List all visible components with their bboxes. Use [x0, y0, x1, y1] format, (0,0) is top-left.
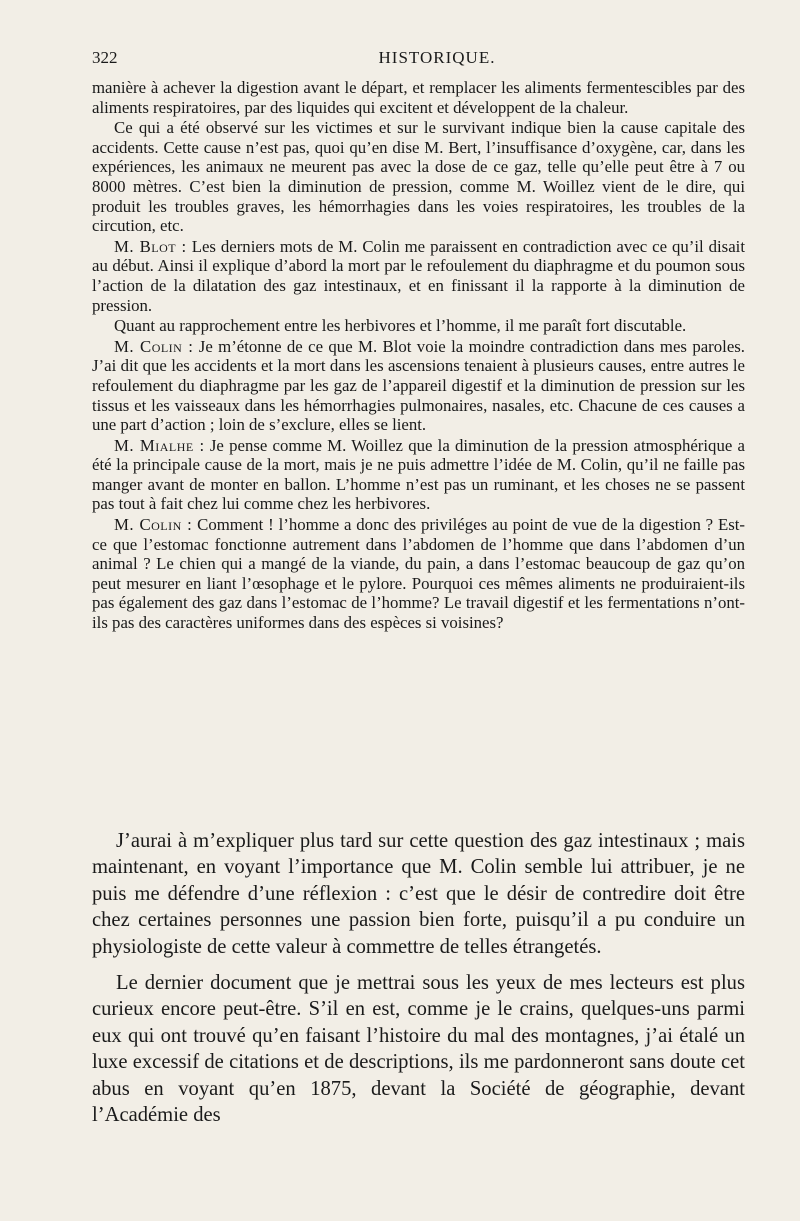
quoted-discussion [92, 78, 745, 633]
quoted-paragraph-1: manière à achever la digestion avant le départ, et remplacer les aliments fermentescibles par des aliments respiratoires, par des liquides qui excitent et développent de la chaleur. [92, 78, 745, 117]
page-number: 322 [92, 48, 118, 67]
main-text [92, 828, 745, 1128]
speech-text: Les derniers mots de M. Colin me paraissent en contradiction avec ce qu’il disait au début. Ainsi il explique d’abord la mort par le refoulement du diaphragme et du poumon sous l’action de la dilatation des gaz intestinaux, et en finissant il la rapporte à la diminution de pression. [92, 236, 745, 315]
speech-text: Je pense comme M. Woillez que la diminution de la pression atmosphérique a été la principale cause de la mort, mais je ne puis admettre l’idée de M. Colin, qu’il ne faille pas manger avant de monter en ballon. L’homme n’est pas un ruminant, et les choses ne se passent pas tout à fait chez lui comme chez les herbivores. [92, 435, 745, 514]
speech-text: Je m’étonne de ce que M. Blot voie la moindre contradiction dans mes paroles. J’ai dit que les accidents et la mort dans les ascensions tenaient à plusieurs causes, entre autres le refoulement du diaphragme par les gaz de l’appareil digestif et la diminution de pression sur les tissus et les vaisseaux dans les hémorrhagies pulmonaires, nasales, etc. Chacune de ces causes a une part d’action ; loin de s’exclure, elles se lient. [92, 336, 745, 435]
body-paragraph-1: J’aurai à m’expliquer plus tard sur cette question des gaz intestinaux ; mais maintenant, en voyant l’importance que M. Colin semble lui attribuer, je ne puis me défendre d’une réflexion : c’est que le désir de contredire doit être chez certaines personnes une passion bien forte, puisqu’il a pu conduire un physiologiste de cette valeur à commettre de telles étrangetés. [92, 830, 745, 958]
quoted-paragraph-2: Ce qui a été observé sur les victimes et sur le survivant indique bien la cause capitale des accidents. Cette cause n’est pas, quoi qu’en dise M. Bert, l’insuffisance d’oxygène, car, dans les expériences, les animaux ne meurent pas avec la dose de ce gaz, telle qu’elle peut être à 7 ou 8000 mètres. C’est bien la diminution de pression, comme M. Woillez vient de le dire, qui produit les troubles graves, les hémorrhagies dans les voies respiratoires, les troubles de la circution, etc. [92, 118, 745, 236]
body-paragraph-2: Le dernier document que je mettrai sous les yeux de mes lecteurs est plus curieux encore peut-être. S’il en est, comme je le crains, quelques-uns parmi eux qui ont trouvé qu’en faisant l’histoire du mal des montagnes, j’ai étalé un luxe excessif de citations et de descriptions, ils me pardonneront sans doute cet abus en voyant qu’en 1875, devant la Société de géographie, devant l’Académie des [92, 972, 745, 1127]
speaker-label: M. Blot : [114, 236, 187, 256]
quoted-paragraph-5 [92, 337, 745, 435]
quoted-paragraph-4: Quant au rapprochement entre les herbivores et l’homme, il me paraît fort discutable. [114, 316, 687, 336]
quoted-paragraph-3 [92, 237, 745, 315]
speaker-label: M. Colin : [114, 515, 193, 535]
speaker-label: M. Colin : [114, 336, 194, 356]
quoted-paragraph-6 [92, 436, 745, 514]
running-head: HISTORIQUE. [378, 48, 496, 67]
speaker-label: M. Mialhe : [114, 435, 205, 455]
quoted-paragraph-7 [92, 515, 745, 633]
page-header [92, 48, 742, 72]
speech-text: Comment ! l’homme a donc des priviléges au point de vue de la digestion ? Est-ce que l’estomac fonctionne autrement dans l’abdomen de l’homme que dans l’abdomen d’un animal ? Le chien qui a mangé de la viande, du pain, a dans l’estomac beaucoup de gaz qu’on peut mesurer en liant l’œsophage et le pylore. Pourquoi ces mêmes aliments ne produiraient-ils pas également des gaz dans l’estomac de l’homme? Le travail digestif et les fermentations n’ont-ils pas des caractères uniformes dans des espèces si voisines? [92, 515, 745, 633]
